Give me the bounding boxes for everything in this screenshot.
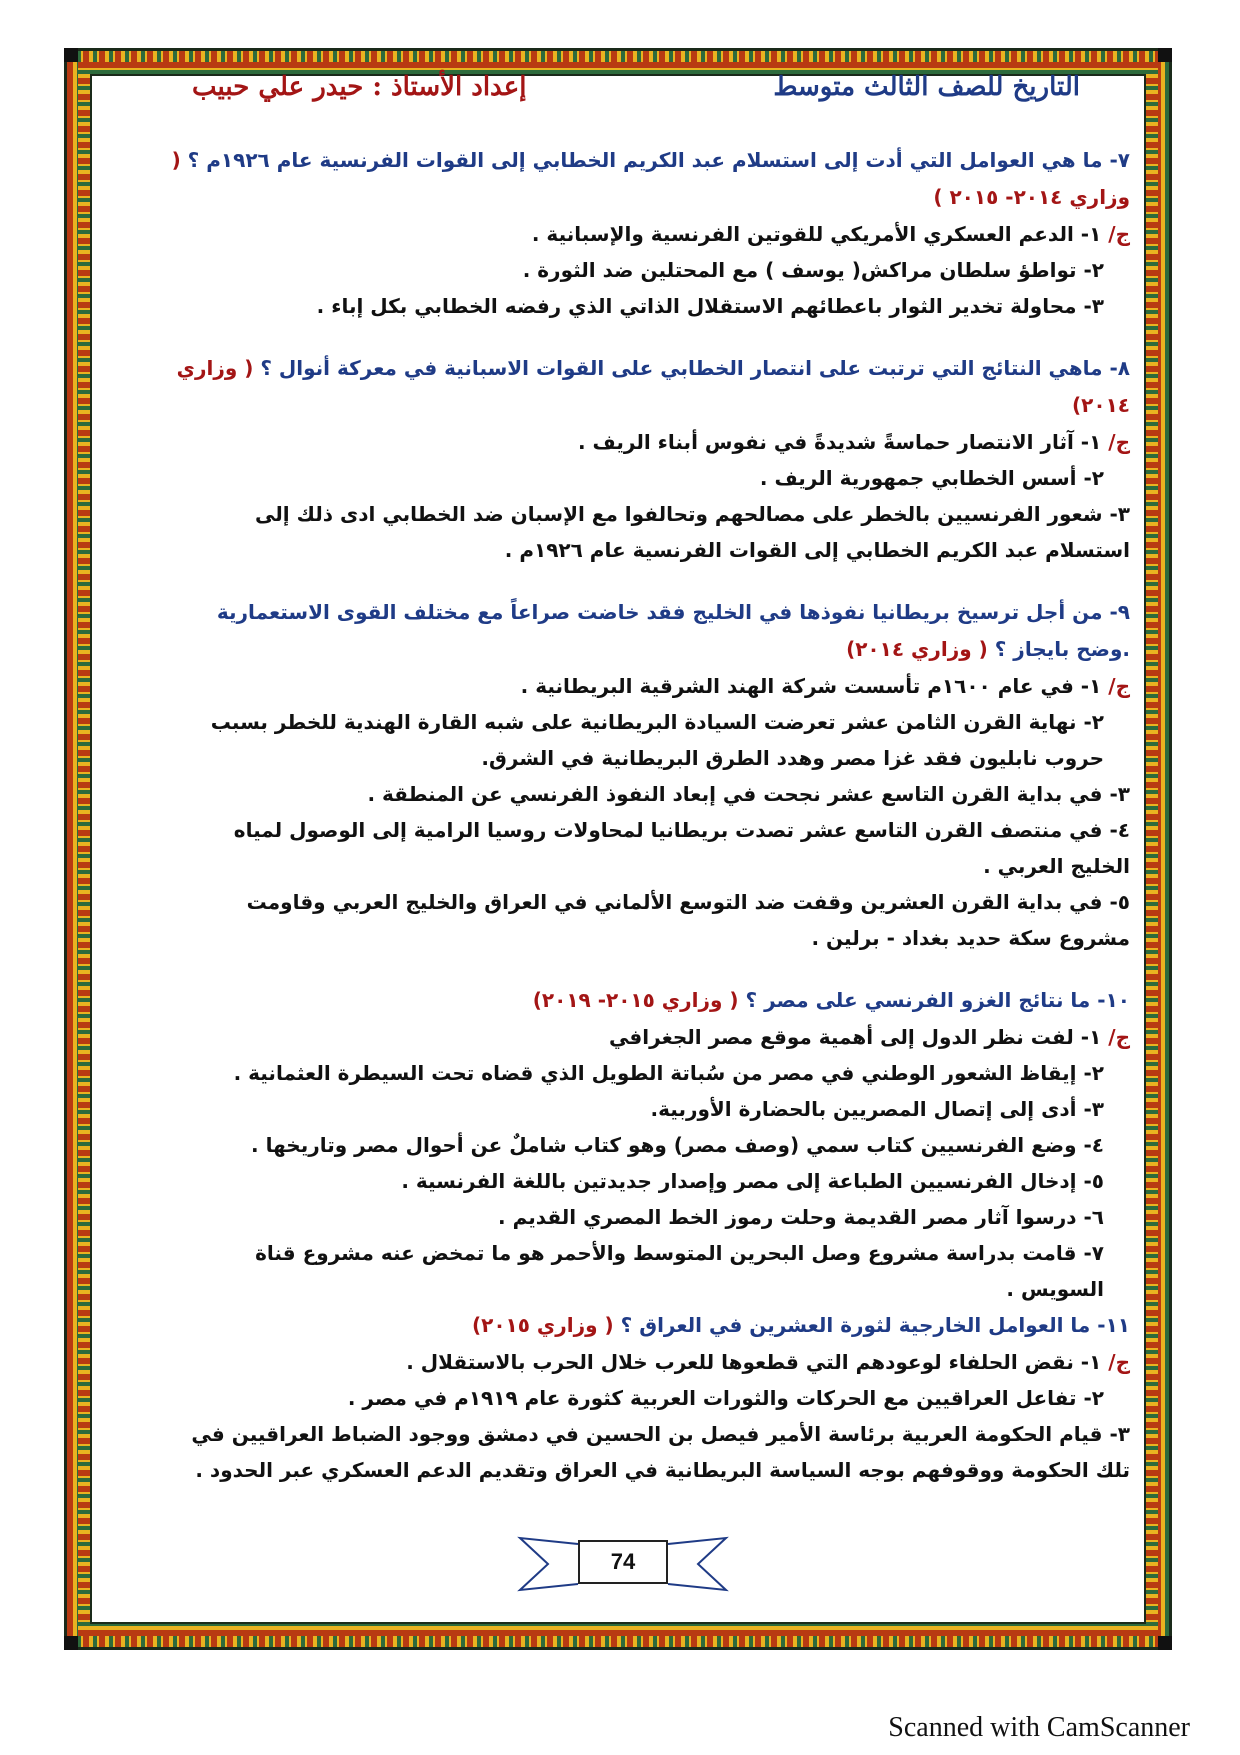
subject-title: التاريخ للصف الثالث متوسط <box>773 72 1080 102</box>
questions-content <box>170 142 1130 1514</box>
page-header <box>100 72 1140 112</box>
answer-item: ج/ ١- نقض الحلفاء لوعودهم التي قطعوها للعرب خلال الحرب بالاستقلال . <box>406 1350 1130 1374</box>
answer-item: ٢- تفاعل العراقيين مع الحركات والثورات العربية كثورة عام ١٩١٩م في مصر . <box>347 1386 1104 1410</box>
answer-list <box>170 1019 1130 1307</box>
answer-item: ٣- قيام الحكومة العربية برئاسة الأمير فيصل بن الحسين في دمشق ووجود الضباط العراقيين في تلك الحكومة ووقوفهم بوجه السياسة البريطانية في العراق وتقديم الدعم العسكري عبر الحدود . <box>191 1422 1130 1482</box>
answer-item: ٢- أسس الخطابي جمهورية الريف . <box>759 466 1104 490</box>
question-text: ٧- ما هي العوامل التي أدت إلى استسلام عبد الكريم الخطابي إلى القوات الفرنسية عام ١٩٢٦م ؟ ( وزاري ٢٠١٤- ٢٠١٥ ) <box>171 148 1130 209</box>
answer-item: ٦- درسوا آثار مصر القديمة وحلت رموز الخط المصري القديم . <box>498 1205 1104 1229</box>
exam-reference: ( وزاري ٢٠١٥- ٢٠١٩) <box>532 988 739 1012</box>
answer-item: ٤- وضع الفرنسيين كتاب سمي (وصف مصر) وهو كتاب شاملٌ عن أحوال مصر وتاريخها . <box>251 1133 1104 1157</box>
answer-item: ج/ ١- في عام ١٦٠٠م تأسست شركة الهند الشرقية البريطانية . <box>520 674 1130 698</box>
corner-ornament <box>1158 1636 1172 1650</box>
answer-item: ٧- قامت بدراسة مشروع وصل البحرين المتوسط والأحمر هو ما تمخض عنه مشروع قناة السويس . <box>255 1241 1104 1301</box>
answer-item: ٣- في بداية القرن التاسع عشر نجحت في إبعاد النفوذ الفرنسي عن المنطقة . <box>367 782 1130 806</box>
corner-ornament <box>1158 48 1172 62</box>
page-number-ribbon <box>516 1536 730 1592</box>
answer-item: ٥- في بداية القرن العشرين وقفت ضد التوسع الألماني في العراق والخليج العربي وقاومت مشروع سكة حديد بغداد - برلين . <box>246 890 1130 950</box>
answer-item: ج/ ١- آثار الانتصار حماسةً شديدةً في نفوس أبناء الريف . <box>578 430 1130 454</box>
exam-reference: ( وزاري ٢٠١٤) <box>176 356 1130 417</box>
answer-item: ٢- نهاية القرن الثامن عشر تعرضت السيادة البريطانية على شبه القارة الهندية للخطر بسبب حروب نابليون فقد غزا مصر وهدد الطرق البريطانية في الشرق. <box>210 710 1104 770</box>
answer-list <box>170 424 1130 568</box>
question-text: ٩- من أجل ترسيخ بريطانيا نفوذها في الخليج فقد خاضت صراعاً مع مختلف القوى الاستعمارية .وضح بايجاز ؟ ( وزاري ٢٠١٤) <box>216 600 1130 661</box>
exam-reference: ( وزاري ٢٠١٤) <box>846 637 988 661</box>
answer-item: ٣- أدى إلى إتصال المصريين بالحضارة الأوربية. <box>650 1097 1104 1121</box>
answer-item: ٤- في منتصف القرن التاسع عشر تصدت بريطانيا لمحاولات روسيا الرامية إلى الوصول لمياه الخليج العربي . <box>233 818 1130 878</box>
answer-item: ج/ ١- الدعم العسكري الأمريكي للقوتين الفرنسية والإسبانية . <box>531 222 1130 246</box>
author-credit: إعداد الأستاذ : حيدر علي حبيب <box>192 72 527 102</box>
exam-reference: ( وزاري ٢٠١٥) <box>471 1313 614 1337</box>
answer-item: ٥- إدخال الفرنسيين الطباعة إلى مصر وإصدار جديدتين باللغة الفرنسية . <box>401 1169 1104 1193</box>
question-block-10 <box>170 982 1130 1307</box>
question-block-9 <box>170 594 1130 956</box>
page-number: 74 <box>578 1540 668 1584</box>
question-text: ٨- ماهي النتائج التي ترتبت على انتصار الخطابي على القوات الاسبانية في معركة أنوال ؟ ( وزاري ٢٠١٤) <box>176 356 1130 417</box>
corner-ornament <box>64 1636 78 1650</box>
answer-list <box>170 216 1130 324</box>
question-block-7 <box>170 142 1130 324</box>
answer-item: ٣- شعور الفرنسيين بالخطر على مصالحهم وتحالفوا مع الإسبان ضد الخطابي ادى ذلك إلى استسلام عبد الكريم الخطابي إلى القوات الفرنسية عام ١٩٢٦م . <box>255 502 1130 562</box>
exam-reference: ( وزاري ٢٠١٤- ٢٠١٥ ) <box>171 148 1130 209</box>
answer-item: ٣- محاولة تخدير الثوار باعطائهم الاستقلال الذاتي الذي رفضه الخطابي بكل إباء . <box>316 294 1104 318</box>
question-text: ١١- ما العوامل الخارجية لثورة العشرين في العراق ؟ ( وزاري ٢٠١٥) <box>471 1313 1130 1337</box>
scanner-watermark: Scanned with CamScanner <box>888 1712 1190 1743</box>
question-block-11 <box>170 1307 1130 1488</box>
question-block-8 <box>170 350 1130 568</box>
answer-list <box>170 1344 1130 1488</box>
answer-item: ٢- إيقاظ الشعور الوطني في مصر من سُباتة الطويل الذي قضاه تحت السيطرة العثمانية . <box>233 1061 1104 1085</box>
answer-item: ٢- تواطؤ سلطان مراكش( يوسف ) مع المحتلين ضد الثورة . <box>522 258 1104 282</box>
question-text: ١٠- ما نتائج الغزو الفرنسي على مصر ؟ ( وزاري ٢٠١٥- ٢٠١٩) <box>532 988 1130 1012</box>
answer-list <box>170 668 1130 956</box>
corner-ornament <box>64 48 78 62</box>
answer-item: ج/ ١- لفت نظر الدول إلى أهمية موقع مصر الجغرافي <box>608 1025 1130 1049</box>
